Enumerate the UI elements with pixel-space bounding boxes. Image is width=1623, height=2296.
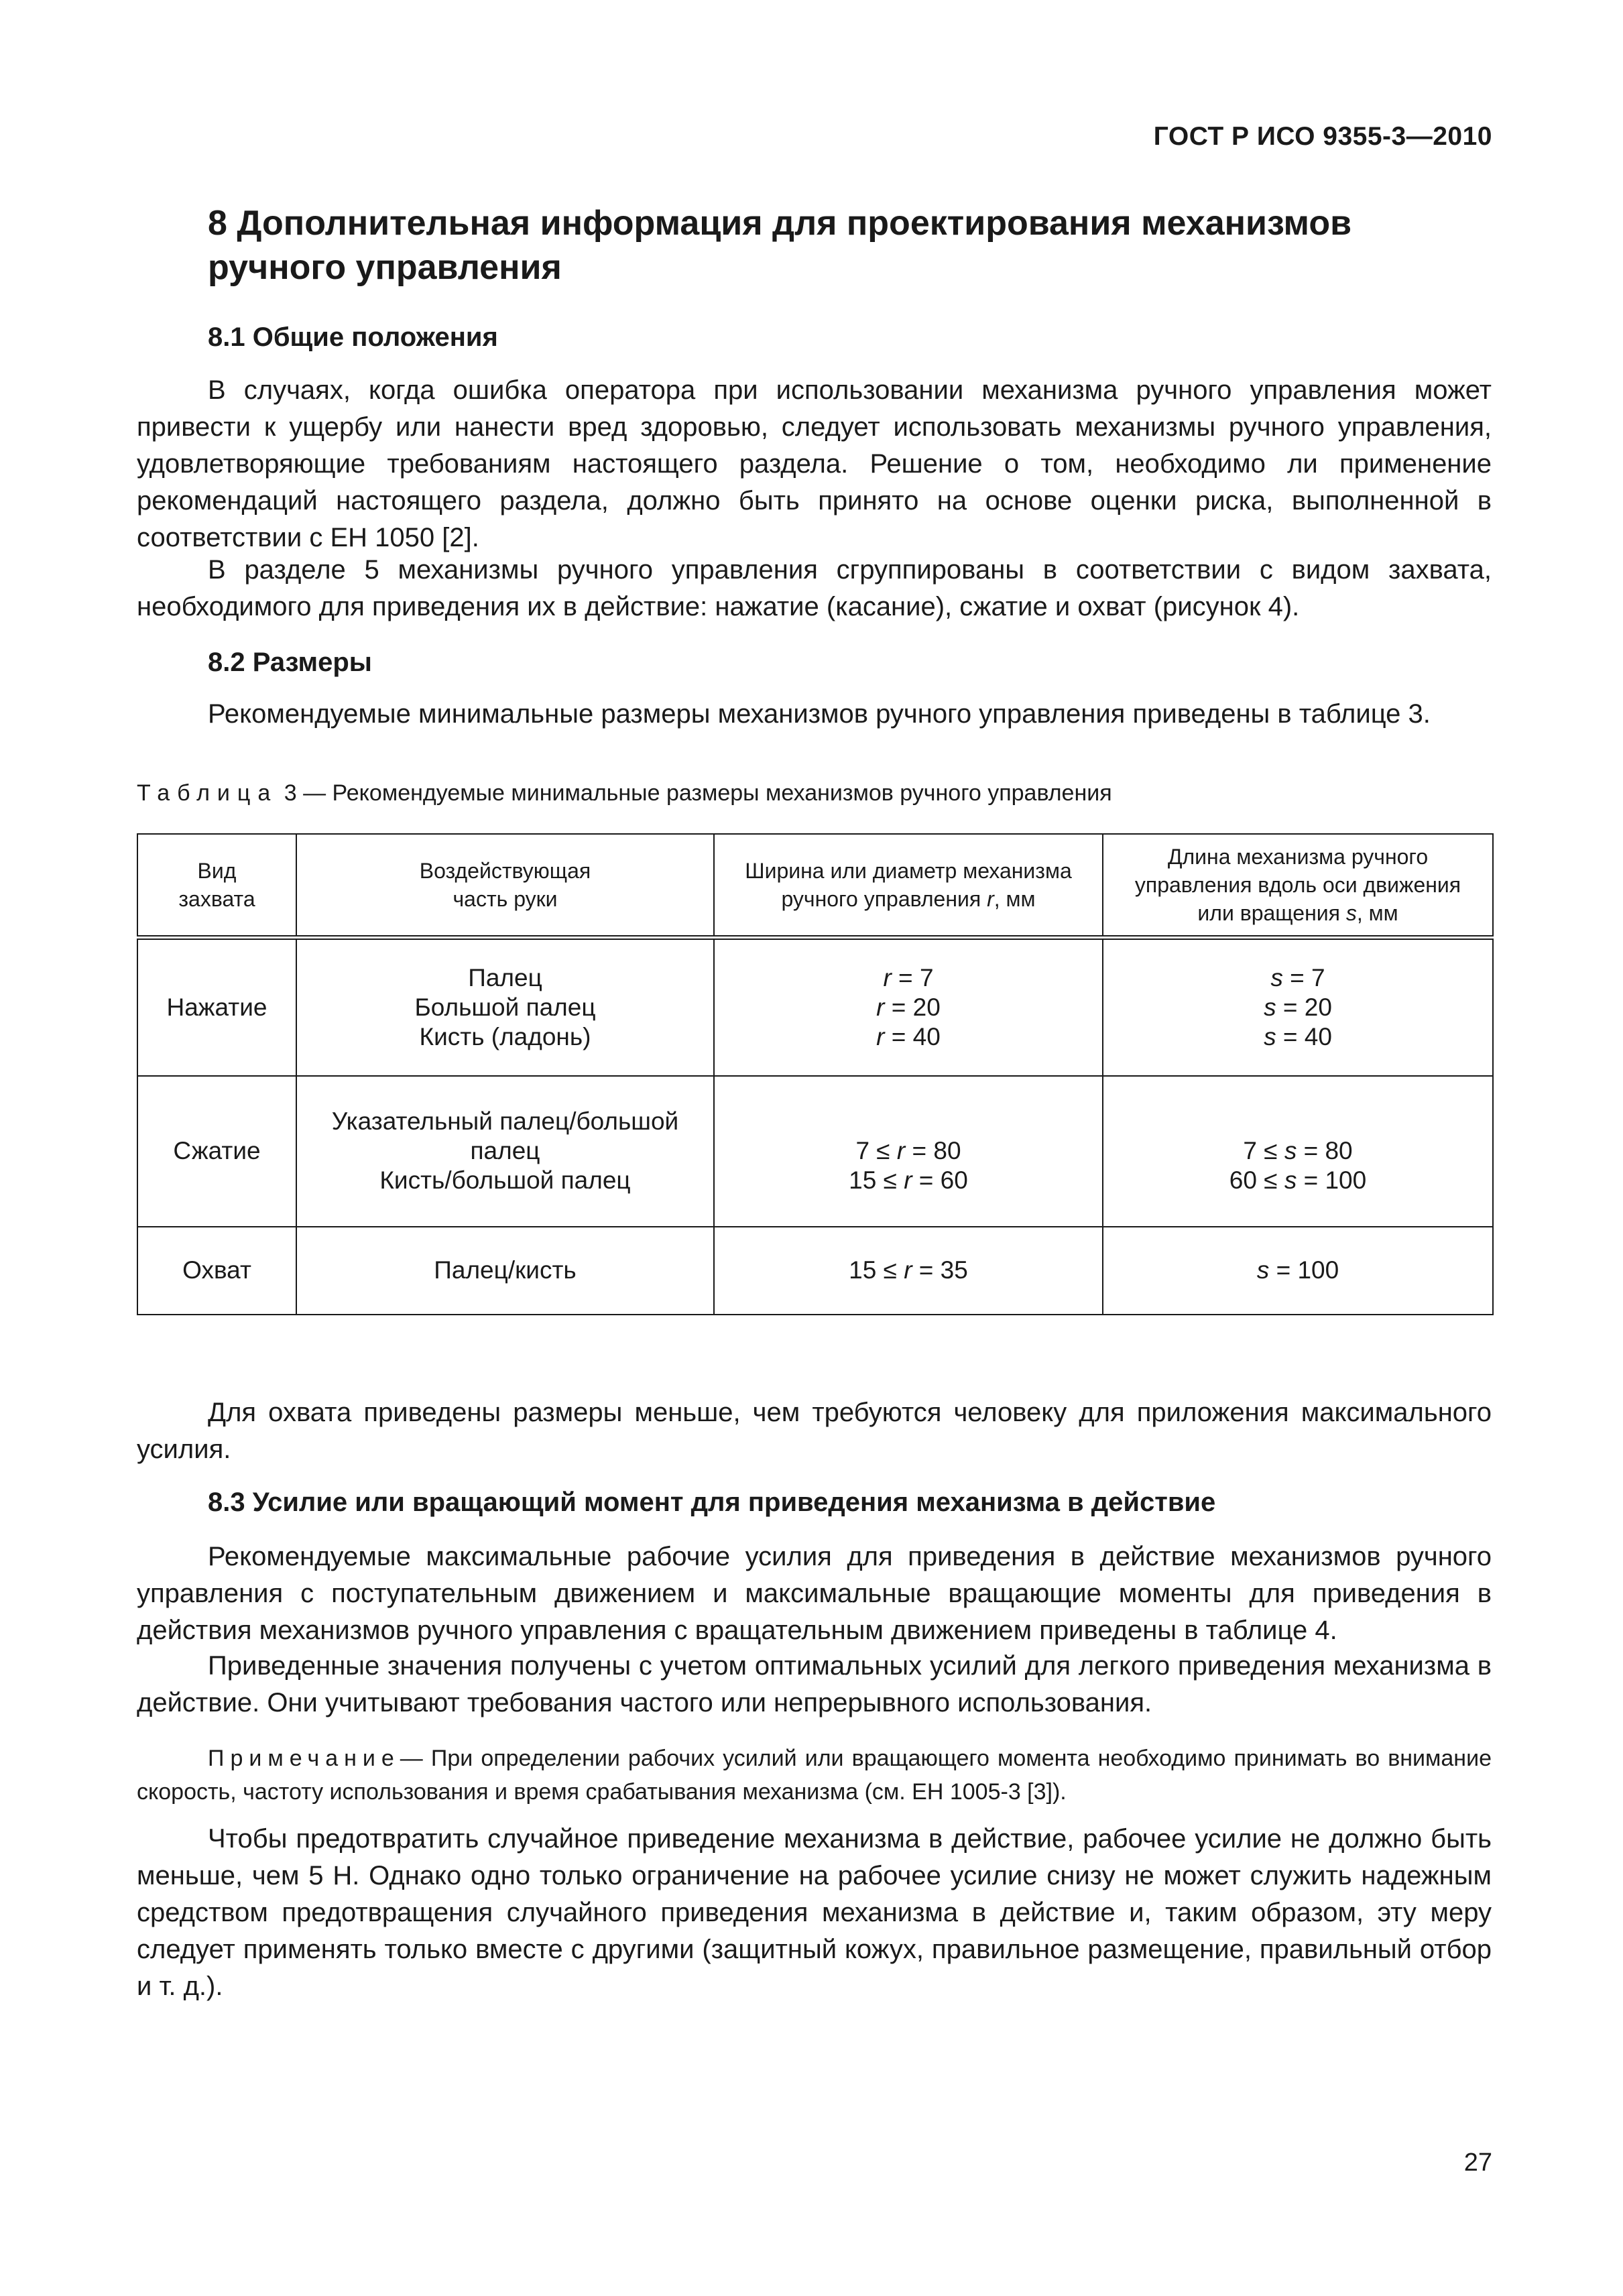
document-code: ГОСТ Р ИСО 9355-3—2010 [1153, 122, 1492, 151]
hand-part-cell: Палец Большой палец Кисть (ладонь) [296, 938, 714, 1076]
header-grip-type: Вид захвата [137, 834, 296, 938]
length-cell: 7 ≤ s = 80 60 ≤ s = 100 [1103, 1076, 1493, 1227]
section-8-3-title: 8.3 Усилие или вращающий момент для приведения механизма в действие [208, 1488, 1216, 1517]
section-8-1-title: 8.1 Общие положения [208, 322, 498, 352]
section-8-3-paragraph-1: Рекомендуемые максимальные рабочие усилия для приведения в действие механизмов ручного управления с поступательным движением и максимальные вращающие моменты для приведения в действия механизмов ручного управления с вращательным движением приведены в таблице 4. [137, 1542, 1492, 1645]
header-width-diameter: Ширина или диаметр механизма ручного управления r, мм [714, 834, 1103, 938]
length-cell: s = 100 [1103, 1227, 1493, 1315]
after-table-paragraph: Для охвата приведены размеры меньше, чем требуются человеку для приложения максимального усилия. [137, 1398, 1492, 1464]
hand-part-cell: Указательный палец/большой палец Кисть/большой палец [296, 1076, 714, 1227]
grip-cell: Сжатие [137, 1076, 296, 1227]
section-8-1-paragraph-1: В случаях, когда ошибка оператора при использовании механизма ручного управления может привести к ущербу или нанести вред здоровью, следует использовать механизмы ручного управления, удовлетворяющие требованиям настоящего раздела. Решение о том, необходимо ли применение рекомендаций настоящего раздела, должно быть принято на основе оценки риска, выполненной в соответствии с ЕН 1050 [2]. [137, 375, 1492, 552]
hand-part-cell: Палец/кисть [296, 1227, 714, 1315]
section-8-2-paragraph-1: Рекомендуемые минимальные размеры механизмов ручного управления приведены в таблице 3. [208, 699, 1431, 729]
header-length: Длина механизма ручного управления вдоль оси движения или вращения s, мм [1103, 834, 1493, 938]
note [137, 1742, 1492, 1809]
section-8-title: 8 Дополнительная информация для проектирования механизмов ручного управления [208, 204, 1352, 287]
table-row [137, 938, 1493, 1076]
table-3-caption-label: Таблица [137, 780, 278, 806]
grip-cell: Нажатие [137, 938, 296, 1076]
width-cell: 7 ≤ r = 80 15 ≤ r = 60 [714, 1076, 1103, 1227]
table-3-caption-text: 3 — Рекомендуемые минимальные размеры механизмов ручного управления [278, 780, 1112, 806]
table-3 [137, 833, 1494, 1315]
grip-cell: Охват [137, 1227, 296, 1315]
page-number: 27 [1463, 2149, 1492, 2177]
section-8-3-paragraph-2: Приведенные значения получены с учетом оптимальных усилий для легкого приведения механизма в действие. Они учитывают требования частого или непрерывного использования. [137, 1651, 1492, 1717]
table-3-header-row [137, 834, 1493, 938]
section-8-1-paragraph-2: В разделе 5 механизмы ручного управления сгруппированы в соответствии с видом захвата, необходимого для приведения их в действие: нажатие (касание), сжатие и охват (рисунок 4). [137, 555, 1492, 621]
section-8-3-paragraph-3: Чтобы предотвратить случайное приведение механизма в действие, рабочее усилие не должно быть меньше, чем 5 Н. Однако одно только ограничение на рабочее усилие снизу не может служить надежным средством предотвращения случайного приведения механизма в действие и, таким образом, эту меру следует применять только вместе с другими (защитный кожух, правильное размещение, правильный отбор и т. д.). [137, 1824, 1492, 2001]
table-3-caption [137, 780, 1112, 806]
table-row [137, 1076, 1493, 1227]
note-text: — При определении рабочих усилий или вращающего момента необходимо принимать во внимание скорость, частоту использования и время срабатывания механизма (см. ЕН 1005-3 [3]). [137, 1746, 1492, 1805]
length-cell: s = 7 s = 20 s = 40 [1103, 938, 1493, 1076]
width-cell: r = 7 r = 20 r = 40 [714, 938, 1103, 1076]
table-row [137, 1227, 1493, 1315]
width-cell: 15 ≤ r = 35 [714, 1227, 1103, 1315]
header-hand-part: Воздействующая часть руки [296, 834, 714, 938]
section-8-2-title: 8.2 Размеры [208, 648, 372, 677]
note-label: Примечание [208, 1746, 400, 1771]
